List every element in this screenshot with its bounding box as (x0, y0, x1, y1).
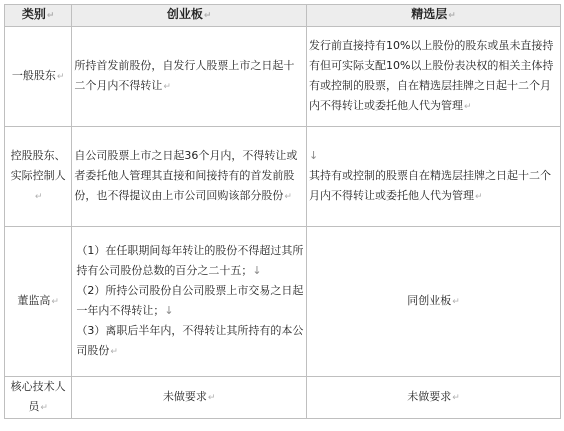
list-item: （2）所持公司股份自公司股票上市交易之日起一年内不得转让；↓ (76, 284, 304, 317)
list-item: （3）离职后半年内，不得转让其所持有的本公司股份↵ (76, 324, 304, 357)
row-category: 董监高↵ (5, 227, 72, 377)
paragraph-mark-icon: ↵ (46, 11, 55, 21)
line-arrow-icon: ↓ (252, 264, 262, 277)
row-select-cell: 发行前直接持有10%以上股份的股东或虽未直接持有但可实际支配10%以上股份表决权的相关主体持有或控制的股票，自在精选层挂牌之日起十二个月内不得转让或委托他人代为管理↵ (306, 27, 560, 127)
row-gem-cell: 自公司股票上市之日起36个月内，不得转让或者委托他人管理其直接和间接持有的首发前股份，也不得提议由上市公司回购该部分股份↵ (72, 127, 307, 227)
paragraph-mark-icon: ↵ (284, 192, 292, 202)
line-arrow-icon: ↓ (164, 304, 174, 317)
header-gem: 创业板↵ (72, 5, 307, 27)
comparison-table (4, 4, 561, 419)
row-category: 核心技术人员↵ (5, 377, 72, 419)
paragraph-mark-icon: ↵ (452, 393, 460, 403)
paragraph-mark-icon: ↵ (51, 297, 59, 307)
paragraph-mark-icon: ↵ (463, 102, 472, 112)
table-row (5, 227, 561, 377)
paragraph-mark-icon: ↵ (207, 393, 216, 403)
paragraph-mark-icon: ↵ (203, 11, 212, 21)
paragraph-mark-icon: ↵ (110, 347, 118, 357)
table-row (5, 377, 561, 419)
row-select-cell: 未做要求↵ (306, 377, 560, 419)
header-select: 精选层↵ (306, 5, 560, 27)
row-gem-cell (72, 227, 307, 377)
paragraph-mark-icon: ↵ (452, 297, 460, 307)
row-category: 控股股东、实际控制人↵ (5, 127, 72, 227)
row-select-cell: ↓ 其持有或控制的股票自在精选层挂牌之日起十二个月内不得转让或委托他人代为管理↵ (306, 127, 560, 227)
header-row (5, 5, 561, 27)
header-category: 类别↵ (5, 5, 72, 27)
line-arrow-icon: ↓ (308, 149, 319, 162)
row-gem-cell: 未做要求↵ (72, 377, 307, 419)
paragraph-mark-icon: ↵ (448, 11, 456, 21)
row-gem-cell: 所持首发前股份，自发行人股票上市之日起十二个月内不得转让↵ (72, 27, 307, 127)
paragraph-mark-icon: ↵ (56, 72, 65, 82)
paragraph-mark-icon: ↵ (40, 403, 48, 413)
paragraph-mark-icon: ↵ (163, 82, 171, 92)
list-item: （1）在任职期间每年转让的股份不得超过其所持有公司股份总数的百分之二十五；↓ (76, 244, 304, 277)
row-category: 一般股东↵ (5, 27, 72, 127)
table-row (5, 127, 561, 227)
table-row (5, 27, 561, 127)
row-select-cell: 同创业板↵ (306, 227, 560, 377)
paragraph-mark-icon: ↵ (34, 192, 43, 202)
paragraph-mark-icon: ↵ (474, 192, 483, 202)
